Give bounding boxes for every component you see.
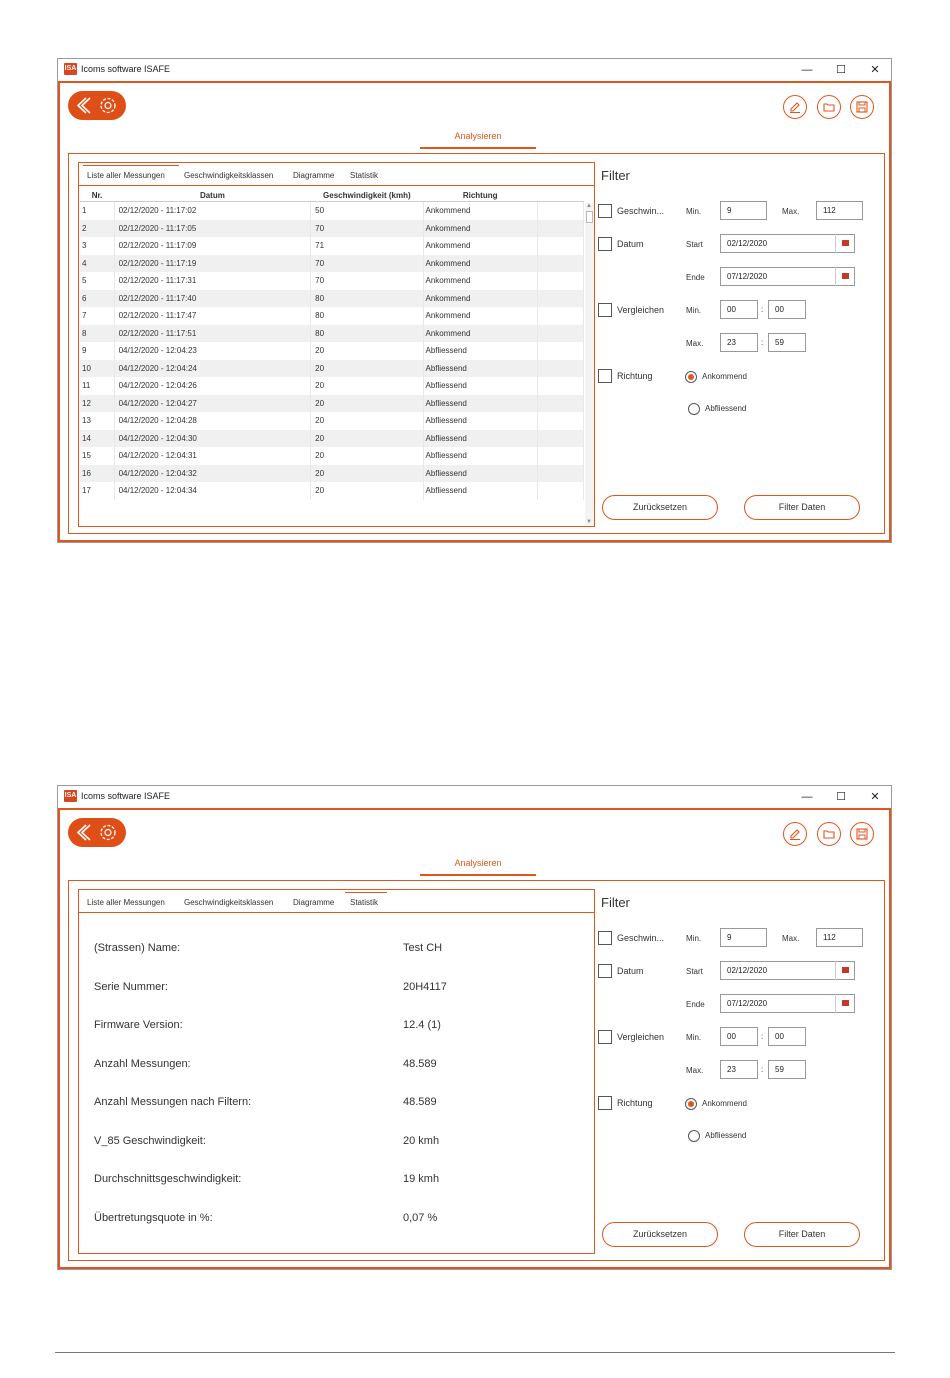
open-button[interactable] — [817, 822, 841, 846]
save-button[interactable] — [850, 822, 874, 846]
date-checkbox[interactable] — [598, 964, 612, 978]
scroll-thumb[interactable] — [586, 211, 593, 223]
end-label: Ende — [686, 273, 705, 282]
active-tab-indicator — [345, 892, 387, 893]
col-header-speed[interactable]: Geschwindigkeit (kmh) — [311, 189, 423, 202]
cell-nr: 11 — [80, 377, 114, 395]
measurements-table — [80, 189, 584, 500]
table-row[interactable] — [80, 465, 584, 483]
date-end-input[interactable]: 07/12/2020 — [720, 994, 855, 1013]
date-checkbox[interactable] — [598, 237, 612, 251]
cell-nr: 4 — [80, 255, 114, 273]
stat-value: Test CH — [403, 942, 443, 954]
cell-direction: Ankommend — [423, 290, 537, 308]
save-icon — [855, 100, 869, 114]
stat-value: 19 kmh — [403, 1173, 440, 1185]
cell-direction: Abfliessend — [423, 430, 537, 448]
speed-max-input[interactable]: 112 — [816, 928, 863, 947]
filter-title: Filter — [601, 168, 630, 183]
cell-direction: Abfliessend — [423, 482, 537, 500]
cell-speed: 71 — [311, 237, 423, 255]
radio-ankommend[interactable] — [685, 371, 697, 383]
speed-checkbox[interactable] — [598, 931, 612, 945]
speed-label: Geschwin... — [617, 206, 665, 216]
table-row[interactable] — [80, 342, 584, 360]
cell-speed: 20 — [311, 482, 423, 500]
radio-ankommend[interactable] — [685, 1098, 697, 1110]
table-row[interactable] — [80, 220, 584, 238]
cell-speed: 20 — [311, 377, 423, 395]
scroll-down-icon[interactable]: ▼ — [586, 519, 592, 525]
back-settings-button[interactable] — [68, 91, 126, 120]
cell-nr: 6 — [80, 290, 114, 308]
table-row[interactable] — [80, 255, 584, 273]
tab-diagramme[interactable]: Diagramme — [293, 171, 335, 180]
table-row[interactable] — [80, 307, 584, 325]
minimize-button[interactable]: — — [801, 791, 813, 803]
col-header-empty — [537, 189, 583, 202]
tab-liste[interactable]: Liste aller Messungen — [87, 898, 165, 907]
cell-speed: 20 — [311, 412, 423, 430]
table-row[interactable] — [80, 272, 584, 290]
time-max-minute-input[interactable]: 59 — [768, 333, 806, 352]
stat-label: V_85 Geschwindigkeit: — [94, 1135, 206, 1147]
filter-apply-button[interactable]: Filter Daten — [744, 1222, 860, 1247]
stat-label: (Strassen) Name: — [94, 942, 181, 954]
tab-liste[interactable]: Liste aller Messungen — [87, 171, 165, 180]
cell-direction: Ankommend — [423, 307, 537, 325]
app-frame — [58, 81, 891, 542]
back-settings-button[interactable] — [68, 818, 126, 847]
cell-date: 04/12/2020 - 12:04:28 — [114, 412, 311, 430]
cell-speed: 70 — [311, 255, 423, 273]
radio-abfliessend-label: Abfliessend — [705, 1131, 747, 1140]
app-logo-icon: ISA — [64, 63, 77, 75]
stat-value: 12.4 (1) — [403, 1019, 441, 1031]
cell-speed: 70 — [311, 272, 423, 290]
filter-apply-button[interactable]: Filter Daten — [744, 495, 860, 520]
tab-diagramme[interactable]: Diagramme — [293, 898, 335, 907]
table-row[interactable] — [80, 430, 584, 448]
cell-nr: 5 — [80, 272, 114, 290]
cell-date: 02/12/2020 - 11:17:02 — [114, 202, 311, 220]
calendar-icon[interactable] — [835, 961, 855, 980]
cell-speed: 20 — [311, 395, 423, 413]
cell-nr: 10 — [80, 360, 114, 378]
cell-date: 04/12/2020 - 12:04:24 — [114, 360, 311, 378]
table-row[interactable] — [80, 325, 584, 343]
maximize-button[interactable]: ☐ — [836, 791, 846, 803]
content-area — [68, 880, 885, 1261]
cell-speed: 80 — [311, 307, 423, 325]
time-min-hour-input[interactable]: 00 — [720, 1027, 758, 1046]
close-button[interactable]: ✕ — [870, 791, 880, 803]
app-window-list — [57, 58, 892, 543]
cell-speed: 20 — [311, 360, 423, 378]
folder-icon — [822, 827, 836, 841]
reset-button[interactable]: Zurücksetzen — [602, 495, 718, 520]
pencil-icon — [788, 827, 802, 841]
time-max-label: Max. — [686, 339, 704, 348]
table-row[interactable] — [80, 395, 584, 413]
stat-label: Übertretungsquote in %: — [94, 1212, 213, 1224]
calendar-icon[interactable] — [835, 234, 855, 253]
cell-nr: 7 — [80, 307, 114, 325]
cell-nr: 2 — [80, 220, 114, 238]
cell-date: 02/12/2020 - 11:17:09 — [114, 237, 311, 255]
stat-label: Firmware Version: — [94, 1019, 183, 1031]
save-button[interactable] — [850, 95, 874, 119]
compare-checkbox[interactable] — [598, 303, 612, 317]
date-end-input[interactable]: 07/12/2020 — [720, 267, 855, 286]
cell-date: 02/12/2020 - 11:17:05 — [114, 220, 311, 238]
calendar-icon[interactable] — [835, 267, 855, 286]
end-label: Ende — [686, 1000, 705, 1009]
date-label: Datum — [617, 966, 644, 976]
tab-bar — [79, 163, 594, 186]
time-min-minute-input[interactable]: 00 — [768, 1027, 806, 1046]
cell-date: 04/12/2020 - 12:04:30 — [114, 430, 311, 448]
radio-ankommend-label: Ankommend — [702, 372, 747, 381]
cell-date: 04/12/2020 - 12:04:31 — [114, 447, 311, 465]
time-max-label: Max. — [686, 1066, 704, 1075]
time-separator: : — [761, 305, 764, 314]
app-window-statistik — [57, 785, 892, 1270]
stat-label: Anzahl Messungen nach Filtern: — [94, 1096, 252, 1108]
active-tab-indicator — [83, 165, 179, 166]
save-icon — [855, 827, 869, 841]
radio-abfliessend[interactable] — [688, 403, 700, 415]
title-bar — [58, 59, 891, 81]
time-separator: : — [761, 338, 764, 347]
speed-max-label: Max. — [782, 207, 800, 216]
cell-direction: Ankommend — [423, 237, 537, 255]
speed-min-input[interactable]: 9 — [720, 201, 767, 220]
col-header-richtung[interactable]: Richtung — [423, 189, 537, 202]
cell-direction: Ankommend — [423, 325, 537, 343]
cell-date: 02/12/2020 - 11:17:47 — [114, 307, 311, 325]
stat-value: 0,07 % — [403, 1212, 438, 1224]
cell-nr: 3 — [80, 237, 114, 255]
stat-value: 48.589 — [403, 1058, 437, 1070]
time-separator: : — [761, 1065, 764, 1074]
cell-direction: Abfliessend — [423, 395, 537, 413]
cell-nr: 8 — [80, 325, 114, 343]
cell-nr: 14 — [80, 430, 114, 448]
speed-min-input[interactable]: 9 — [720, 928, 767, 947]
cell-speed: 20 — [311, 447, 423, 465]
scroll-up-icon[interactable]: ▲ — [586, 203, 592, 209]
table-row[interactable] — [80, 482, 584, 500]
cell-date: 04/12/2020 - 12:04:23 — [114, 342, 311, 360]
cell-date: 02/12/2020 - 11:17:19 — [114, 255, 311, 273]
minimize-button[interactable]: — — [801, 64, 813, 76]
date-start-input[interactable]: 02/12/2020 — [720, 234, 855, 253]
table-row[interactable] — [80, 447, 584, 465]
section-tab-analysieren[interactable]: Analysieren — [454, 131, 502, 141]
statistik-panel — [78, 889, 595, 1254]
time-min-hour-input[interactable]: 00 — [720, 300, 758, 319]
col-header-nr[interactable]: Nr. — [80, 189, 114, 202]
cell-date: 04/12/2020 - 12:04:34 — [114, 482, 311, 500]
compare-checkbox[interactable] — [598, 1030, 612, 1044]
folder-icon — [822, 100, 836, 114]
tab-geschwindigkeitsklassen[interactable]: Geschwindigkeitsklassen — [184, 171, 274, 180]
radio-abfliessend-label: Abfliessend — [705, 404, 747, 413]
cell-nr: 16 — [80, 465, 114, 483]
stat-value: 48.589 — [403, 1096, 437, 1108]
speed-min-label: Min. — [686, 207, 702, 216]
tab-statistik[interactable]: Statistik — [350, 898, 379, 907]
cell-direction: Abfliessend — [423, 412, 537, 430]
cell-speed: 20 — [311, 342, 423, 360]
date-label: Datum — [617, 239, 644, 249]
cell-date: 02/12/2020 - 11:17:51 — [114, 325, 311, 343]
close-button[interactable]: ✕ — [870, 64, 880, 76]
cell-direction: Ankommend — [423, 220, 537, 238]
cell-direction: Ankommend — [423, 272, 537, 290]
cell-direction: Abfliessend — [423, 377, 537, 395]
cell-direction: Ankommend — [423, 202, 537, 220]
date-start-input[interactable]: 02/12/2020 — [720, 961, 855, 980]
tab-geschwindigkeitsklassen[interactable]: Geschwindigkeitsklassen — [184, 898, 274, 907]
col-header-datum[interactable]: Datum — [114, 189, 311, 202]
cell-nr: 17 — [80, 482, 114, 500]
stat-label: Serie Nummer: — [94, 981, 168, 993]
cell-date: 02/12/2020 - 11:17:40 — [114, 290, 311, 308]
section-tab-underline — [420, 147, 536, 149]
cell-direction: Ankommend — [423, 255, 537, 273]
time-min-minute-input[interactable]: 00 — [768, 300, 806, 319]
title-bar — [58, 786, 891, 808]
cell-date: 04/12/2020 - 12:04:32 — [114, 465, 311, 483]
direction-label: Richtung — [617, 371, 653, 381]
radio-ankommend-label: Ankommend — [702, 1099, 747, 1108]
direction-label: Richtung — [617, 1098, 653, 1108]
measurements-panel — [78, 162, 595, 527]
cell-direction: Abfliessend — [423, 360, 537, 378]
reset-button[interactable]: Zurücksetzen — [602, 1222, 718, 1247]
back-gear-icon — [68, 91, 126, 120]
table-row[interactable] — [80, 202, 584, 220]
compare-label: Vergleichen — [617, 305, 665, 315]
time-max-hour-input[interactable]: 23 — [720, 333, 758, 352]
table-scrollbar[interactable] — [585, 203, 594, 525]
table-row[interactable] — [80, 412, 584, 430]
speed-min-label: Min. — [686, 934, 702, 943]
edit-button[interactable] — [783, 95, 807, 119]
tab-statistik[interactable]: Statistik — [350, 171, 379, 180]
cell-nr: 9 — [80, 342, 114, 360]
stat-label: Anzahl Messungen: — [94, 1058, 191, 1070]
page-divider — [55, 1352, 895, 1353]
stat-value: 20 kmh — [403, 1135, 440, 1147]
cell-nr: 12 — [80, 395, 114, 413]
cell-date: 02/12/2020 - 11:17:31 — [114, 272, 311, 290]
direction-checkbox[interactable] — [598, 1096, 612, 1110]
cell-speed: 50 — [311, 202, 423, 220]
edit-button[interactable] — [783, 822, 807, 846]
section-tab-underline — [420, 874, 536, 876]
calendar-icon[interactable] — [835, 994, 855, 1013]
app-frame — [58, 808, 891, 1269]
time-max-minute-input[interactable]: 59 — [768, 1060, 806, 1079]
time-separator: : — [761, 1032, 764, 1041]
start-label: Start — [686, 240, 703, 249]
cell-direction: Abfliessend — [423, 447, 537, 465]
cell-nr: 15 — [80, 447, 114, 465]
cell-speed: 80 — [311, 325, 423, 343]
cell-speed: 20 — [311, 430, 423, 448]
tab-bar — [79, 890, 594, 913]
pencil-icon — [788, 100, 802, 114]
time-max-hour-input[interactable]: 23 — [720, 1060, 758, 1079]
radio-abfliessend[interactable] — [688, 1130, 700, 1142]
speed-checkbox[interactable] — [598, 204, 612, 218]
cell-speed: 20 — [311, 465, 423, 483]
cell-date: 04/12/2020 - 12:04:27 — [114, 395, 311, 413]
speed-max-label: Max. — [782, 934, 800, 943]
app-title: Icoms software ISAFE — [81, 64, 171, 74]
cell-date: 04/12/2020 - 12:04:26 — [114, 377, 311, 395]
content-area — [68, 153, 885, 534]
section-tab-analysieren[interactable]: Analysieren — [454, 858, 502, 868]
stat-value: 20H4117 — [403, 981, 447, 993]
table-row[interactable] — [80, 237, 584, 255]
cell-direction: Abfliessend — [423, 342, 537, 360]
speed-label: Geschwin... — [617, 933, 665, 943]
table-row[interactable] — [80, 360, 584, 378]
compare-label: Vergleichen — [617, 1032, 665, 1042]
cell-nr: 13 — [80, 412, 114, 430]
time-min-label: Min. — [686, 1033, 702, 1042]
cell-speed: 80 — [311, 290, 423, 308]
back-gear-icon — [68, 818, 126, 847]
cell-speed: 70 — [311, 220, 423, 238]
app-title: Icoms software ISAFE — [81, 791, 171, 801]
maximize-button[interactable]: ☐ — [836, 64, 846, 76]
direction-checkbox[interactable] — [598, 369, 612, 383]
open-button[interactable] — [817, 95, 841, 119]
filter-title: Filter — [601, 895, 630, 910]
table-row[interactable] — [80, 290, 584, 308]
stat-label: Durchschnittsgeschwindigkeit: — [94, 1173, 242, 1185]
cell-nr: 1 — [80, 202, 114, 220]
start-label: Start — [686, 967, 703, 976]
time-min-label: Min. — [686, 306, 702, 315]
table-row[interactable] — [80, 377, 584, 395]
speed-max-input[interactable]: 112 — [816, 201, 863, 220]
app-logo-icon: ISA — [64, 790, 77, 802]
cell-direction: Abfliessend — [423, 465, 537, 483]
